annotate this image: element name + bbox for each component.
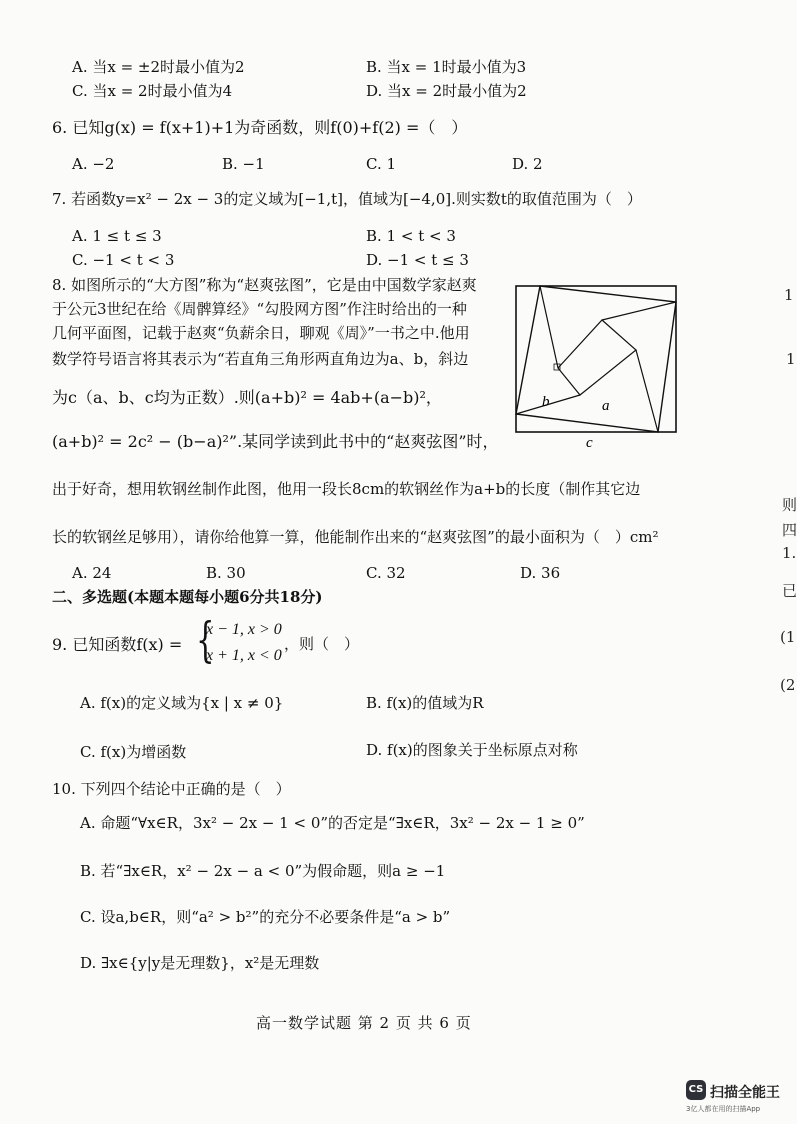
q5-option-a: A. 当x = ±2时最小值为2: [72, 58, 245, 76]
triangle-leg-1: [540, 286, 558, 368]
q6-option-a: A. −2: [72, 155, 115, 173]
q6-option-d: D. 2: [512, 155, 543, 173]
edge-glyph-6: 已: [782, 582, 797, 600]
edge-glyph-8: (2: [780, 676, 796, 694]
q9-option-a: A. f(x)的定义域为{x | x ≠ 0}: [80, 694, 284, 712]
q8-option-a: A. 24: [72, 564, 112, 582]
q10-stem: 10. 下列四个结论中正确的是（ ）: [52, 780, 291, 798]
q8-line-6: (a+b)² = 2c² − (b−a)²”.某同学读到此书中的“赵爽弦图”时，: [52, 432, 499, 451]
q6-option-c: C. 1: [366, 155, 397, 173]
q8-line-2: 于公元3世纪在给《周髀算经》“勾股网方图”作注时给出的一种: [52, 300, 467, 318]
q9-option-b: B. f(x)的值域为R: [366, 694, 484, 712]
edge-glyph-2: 1: [786, 350, 796, 368]
q9-option-d: D. f(x)的图象关于坐标原点对称: [366, 741, 578, 759]
q9-brace: {: [196, 612, 215, 668]
scanner-slogan: 3亿人都在用的扫描App: [686, 1105, 761, 1113]
camscanner-logo-icon: CS: [686, 1080, 706, 1100]
q8-option-c: C. 32: [366, 564, 406, 582]
q8-line-5: 为c（a、b、c均为正数）.则(a+b)² = 4ab+(a−b)²，: [52, 388, 442, 407]
q8-line-1: 8. 如图所示的“大方图”称为“赵爽弦图”，它是由中国数学家赵爽: [52, 276, 477, 294]
q10-option-a: A. 命题“∀x∈R，3x² − 2x − 1 < 0”的否定是“∃x∈R，3x² − 2x − 1 ≥ 0”: [80, 814, 585, 832]
q10-option-b: B. 若“∃x∈R，x² − 2x − a < 0”为假命题，则a ≥ −1: [80, 862, 446, 880]
q5-option-c: C. 当x = 2时最小值为4: [72, 82, 233, 100]
edge-glyph-1: 1: [784, 286, 794, 304]
q8-option-d: D. 36: [520, 564, 561, 582]
q8-line-8: 长的软钢丝足够用），请你给他算一算，他能制作出来的“赵爽弦图”的最小面积为（ ）cm²: [52, 528, 659, 546]
edge-glyph-7: (1: [780, 628, 796, 646]
q7-option-a: A. 1 ≤ t ≤ 3: [72, 227, 162, 245]
q8-option-b: B. 30: [206, 564, 246, 582]
edge-glyph-5: 1.: [782, 544, 797, 562]
triangle-leg-3: [636, 350, 658, 432]
q8-line-7: 出于好奇，想用软钢丝制作此图，他用一段长8cm的软钢丝作为a+b的长度（制作其它边: [52, 480, 641, 498]
q5-option-d: D. 当x = 2时最小值为2: [366, 82, 527, 100]
q7-option-b: B. 1 < t < 3: [366, 227, 456, 245]
q10-option-d: D. ∃x∈{y|y是无理数}，x²是无理数: [80, 954, 320, 972]
label-b: b: [542, 394, 550, 410]
edge-glyph-4: 四: [782, 521, 797, 539]
section-heading-multiple-choice: 二、多选题(本题本题每小题6分共18分): [52, 588, 323, 606]
center-square: [558, 320, 636, 395]
q6-stem: 6. 已知g(x) = f(x+1)+1为奇函数，则f(0)+f(2) =（ ）: [52, 118, 468, 137]
label-a: a: [602, 398, 610, 414]
q5-option-b: B. 当x = 1时最小值为3: [366, 58, 527, 76]
label-c: c: [586, 435, 593, 451]
q7-stem: 7. 若函数y=x² − 2x − 3的定义域为[−1,t]，值域为[−4,0].则实数t的取值范围为（ ）: [52, 190, 642, 208]
q9-stem-prefix: 9. 已知函数f(x) =: [52, 635, 183, 654]
triangle-leg-2: [602, 302, 676, 320]
q9-case-2: x + 1, x < 0: [206, 647, 282, 664]
q9-stem-suffix: ，则（ ）: [284, 635, 360, 653]
q9-option-c: C. f(x)为增函数: [80, 743, 187, 761]
scanner-app-name: 扫描全能王: [710, 1085, 780, 1101]
q8-line-3: 几何平面图，记载于赵爽“负薪余日，聊观《周》”一书之中.他用: [52, 324, 470, 342]
q9-case-1: x − 1, x > 0: [206, 621, 282, 638]
q6-option-b: B. −1: [222, 155, 265, 173]
q8-line-4: 数学符号语言将其表示为“若直角三角形两直角边为a、b，斜边: [52, 350, 469, 368]
q7-option-d: D. −1 < t ≤ 3: [366, 251, 469, 269]
q10-option-c: C. 设a,b∈R，则“a² > b²”的充分不必要条件是“a > b”: [80, 908, 451, 926]
edge-glyph-3: 则: [782, 496, 797, 514]
q7-option-c: C. −1 < t < 3: [72, 251, 175, 269]
page-footer: 高一数学试题 第 2 页 共 6 页: [256, 1014, 472, 1032]
zhao-shuang-diagram: [510, 280, 690, 451]
